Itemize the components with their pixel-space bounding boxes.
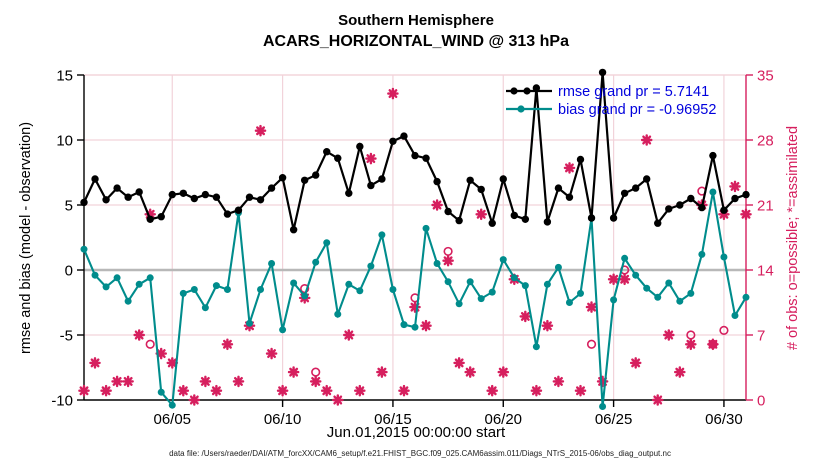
grid-lines (84, 75, 746, 400)
assimilated-count-marker (90, 358, 99, 367)
x-tick-label: 06/15 (374, 411, 412, 428)
rmse-point (213, 194, 220, 201)
rmse-point (235, 207, 242, 214)
assimilated-count-marker (444, 256, 453, 265)
x-tick-label: 06/05 (153, 411, 192, 428)
assimilated-count-marker (278, 386, 287, 395)
bias-point (709, 189, 716, 196)
assimilated-count-marker (179, 386, 188, 395)
assimilated-count-marker (344, 330, 353, 339)
bias-point (136, 281, 143, 288)
rmse-point (599, 69, 606, 76)
bias-point (434, 260, 441, 267)
assimilated-count-marker (730, 182, 739, 191)
assimilated-count-marker (488, 386, 497, 395)
assimilated-count-marker (609, 275, 618, 284)
rmse-point (158, 213, 165, 220)
bias-point (180, 290, 187, 297)
bias-point (412, 324, 419, 331)
rmse-point (389, 138, 396, 145)
bias-point (522, 282, 529, 289)
rmse-point (279, 174, 286, 181)
left-tick-label: 15 (56, 67, 73, 85)
assimilated-count-marker (333, 395, 342, 404)
data-file-caption: data file: /Users/raeder/DAI/ATM_forcXX/CAM6_setup/f.e21.FHIST_BGC.f09_025.CAM6assim.011/Diags_NTrS_2015-06/obs_diag_output.nc (169, 449, 671, 458)
rmse-point (742, 191, 749, 198)
bias-point (224, 286, 231, 293)
assimilated-count-marker (708, 340, 717, 349)
legend-rmse-label: rmse grand pr = 5.7141 (558, 84, 710, 100)
rmse-point (522, 216, 529, 223)
x-tick-label: 06/25 (594, 411, 633, 428)
assimilated-count-marker (576, 386, 585, 395)
rmse-point (621, 190, 628, 197)
right-tick-label: 21 (757, 197, 774, 215)
rmse-point (466, 177, 473, 184)
bias-point (743, 294, 750, 301)
bias-point (114, 274, 121, 281)
rmse-point (544, 218, 551, 225)
rmse-point (433, 178, 440, 185)
bias-point (103, 283, 110, 290)
assimilated-count-marker (322, 386, 331, 395)
chart-title-line1: Southern Hemisphere (338, 12, 494, 29)
left-tick-label: -5 (59, 327, 73, 345)
assimilated-count-marker (653, 395, 662, 404)
bias-point (345, 281, 352, 288)
bias-point (334, 311, 341, 318)
assimilated-count-marker (421, 321, 430, 330)
rmse-point (113, 184, 120, 191)
right-tick-label: 0 (757, 392, 766, 410)
rmse-point (676, 201, 683, 208)
rmse-point (511, 212, 518, 219)
bias-point (125, 298, 132, 305)
bias-point (367, 263, 374, 270)
rmse-point (257, 196, 264, 203)
bias-point (687, 290, 694, 297)
bias-point (213, 282, 220, 289)
rmse-point (478, 186, 485, 193)
assimilated-count-marker (433, 200, 442, 209)
bias-point (378, 231, 385, 238)
rmse-point (80, 199, 87, 206)
assimilated-count-marker (499, 368, 508, 377)
x-tick-label: 06/20 (484, 411, 523, 428)
assimilated-count-marker (554, 377, 563, 386)
rmse-point (367, 182, 374, 189)
assimilated-count-marker (466, 368, 475, 377)
rmse-point (191, 195, 198, 202)
bias-point (544, 281, 551, 288)
bias-point (511, 274, 518, 281)
bias-point (577, 290, 584, 297)
assimilated-count-marker (477, 210, 486, 219)
assimilated-count-marker (355, 386, 364, 395)
assimilated-count-marker (675, 368, 684, 377)
bias-point (720, 254, 727, 261)
bias-point (389, 286, 396, 293)
bias-point (246, 320, 253, 327)
assimilated-count-marker (377, 368, 386, 377)
legend-bias-marker (517, 105, 524, 112)
bias-point (533, 343, 540, 350)
possible-count-marker (588, 340, 596, 348)
possible-count-marker (444, 248, 452, 256)
bias-point (632, 272, 639, 279)
rmse-point (268, 184, 275, 191)
chart-title-line2: ACARS_HORIZONTAL_WIND @ 313 hPa (262, 33, 570, 50)
rmse-point (577, 156, 584, 163)
rmse-point (687, 195, 694, 202)
bias-line (84, 192, 746, 407)
rmse-point (643, 175, 650, 182)
rmse-point (323, 148, 330, 155)
bias-point (555, 264, 562, 271)
assimilated-count-marker (190, 395, 199, 404)
bias-point (698, 251, 705, 258)
rmse-point (665, 205, 672, 212)
bias-point (301, 293, 308, 300)
assimilated-count-marker (521, 312, 530, 321)
bias-point (290, 280, 297, 287)
assimilated-count-marker (113, 377, 122, 386)
rmse-point (169, 191, 176, 198)
assimilated-count-marker (124, 377, 133, 386)
rmse-point (345, 190, 352, 197)
axis-ticks (77, 75, 753, 407)
bias-point (279, 326, 286, 333)
bias-point (489, 289, 496, 296)
assimilated-count-marker (455, 358, 464, 367)
left-tick-label: 5 (64, 197, 73, 215)
bias-point (456, 300, 463, 307)
assimilated-count-marker (267, 349, 276, 358)
bias-point (665, 280, 672, 287)
rmse-point (180, 190, 187, 197)
assimilated-count-marker (289, 368, 298, 377)
bias-point (500, 256, 507, 263)
x-tick-label: 06/30 (705, 411, 743, 428)
bias-point (610, 296, 617, 303)
axis-spines (84, 75, 746, 400)
assimilated-count-marker (587, 303, 596, 312)
assimilated-count-marker (256, 126, 265, 135)
rmse-point (356, 143, 363, 150)
legend-rmse-marker (523, 87, 530, 94)
rmse-point (301, 177, 308, 184)
assimilated-count-marker (664, 330, 673, 339)
bias-point (92, 272, 99, 279)
possible-count-marker (146, 340, 154, 348)
rmse-point (500, 175, 507, 182)
left-tick-label: -10 (51, 392, 73, 410)
assimilated-count-marker (366, 154, 375, 163)
assimilated-count-marker (565, 163, 574, 172)
bias-point (323, 239, 330, 246)
bias-point (81, 246, 88, 253)
rmse-point (411, 152, 418, 159)
right-axis-label: # of obs: o=possible; *=assimilated (785, 125, 801, 351)
assimilated-count-marker (388, 89, 397, 98)
bias-point (169, 402, 176, 409)
rmse-point (290, 226, 297, 233)
bias-point (423, 225, 430, 232)
assimilated-count-marker (311, 377, 320, 386)
left-axis-label: rmse and bias (model - observation) (18, 121, 34, 355)
left-tick-label: 10 (56, 132, 73, 150)
rmse-point (91, 175, 98, 182)
assimilated-count-marker (631, 358, 640, 367)
assimilated-count-marker (201, 377, 210, 386)
legend-bias-label: bias grand pr = -0.96952 (558, 102, 717, 118)
rmse-point (698, 204, 705, 211)
assimilated-count-marker (399, 386, 408, 395)
rmse-point (124, 194, 131, 201)
assimilated-count-marker (79, 386, 88, 395)
rmse-point (202, 191, 209, 198)
bias-point (621, 255, 628, 262)
assimilated-count-marker (620, 275, 629, 284)
bias-point (445, 278, 452, 285)
rmse-point (147, 216, 154, 223)
rmse-point (654, 220, 661, 227)
rmse-point (588, 214, 595, 221)
bias-point (191, 286, 198, 293)
assimilated-count-marker (642, 135, 651, 144)
bias-point (478, 295, 485, 302)
left-tick-label: 0 (64, 262, 73, 280)
assimilated-count-marker (741, 210, 750, 219)
bias-point (257, 286, 264, 293)
rmse-point (566, 194, 573, 201)
rmse-point (400, 132, 407, 139)
assimilated-count-marker (532, 386, 541, 395)
rmse-point (731, 195, 738, 202)
assimilated-count-marker (102, 386, 111, 395)
bias-point (566, 299, 573, 306)
assimilated-obs-markers (79, 89, 750, 405)
rmse-point (334, 155, 341, 162)
rmse-point (720, 207, 727, 214)
rmse-point (444, 208, 451, 215)
assimilated-count-marker (686, 340, 695, 349)
bias-point (676, 298, 683, 305)
rmse-point (246, 194, 253, 201)
bias-series (81, 189, 750, 411)
x-tick-label: 06/10 (263, 411, 302, 428)
x-axis-label: Jun.01,2015 00:00:00 start (326, 424, 506, 441)
legend-rmse-marker (510, 87, 517, 94)
assimilated-count-marker (223, 340, 232, 349)
rmse-point (489, 220, 496, 227)
right-tick-label: 14 (757, 262, 774, 280)
assimilated-count-marker (543, 321, 552, 330)
bias-point (643, 285, 650, 292)
possible-count-marker (312, 368, 320, 376)
bias-point (654, 294, 661, 301)
rmse-point (555, 184, 562, 191)
rmse-point (378, 175, 385, 182)
right-tick-label: 28 (757, 132, 774, 150)
right-tick-label: 35 (757, 67, 774, 85)
rmse-point (422, 155, 429, 162)
bias-point (158, 389, 165, 396)
bias-point (202, 304, 209, 311)
rmse-point (455, 217, 462, 224)
rmse-point (632, 184, 639, 191)
bias-point (731, 312, 738, 319)
right-tick-label: 7 (757, 327, 766, 345)
rmse-point (709, 152, 716, 159)
bias-point (400, 321, 407, 328)
rmse-point (610, 214, 617, 221)
assimilated-count-marker (212, 386, 221, 395)
assimilated-count-marker (234, 377, 243, 386)
rmse-point (135, 188, 142, 195)
bias-point (467, 278, 474, 285)
bias-point (312, 259, 319, 266)
bias-point (599, 403, 606, 410)
rmse-point (224, 210, 231, 217)
rmse-point (312, 171, 319, 178)
assimilated-count-marker (135, 330, 144, 339)
bias-point (268, 260, 275, 267)
bias-point (147, 274, 154, 281)
rmse-point (102, 196, 109, 203)
bias-point (356, 287, 363, 294)
